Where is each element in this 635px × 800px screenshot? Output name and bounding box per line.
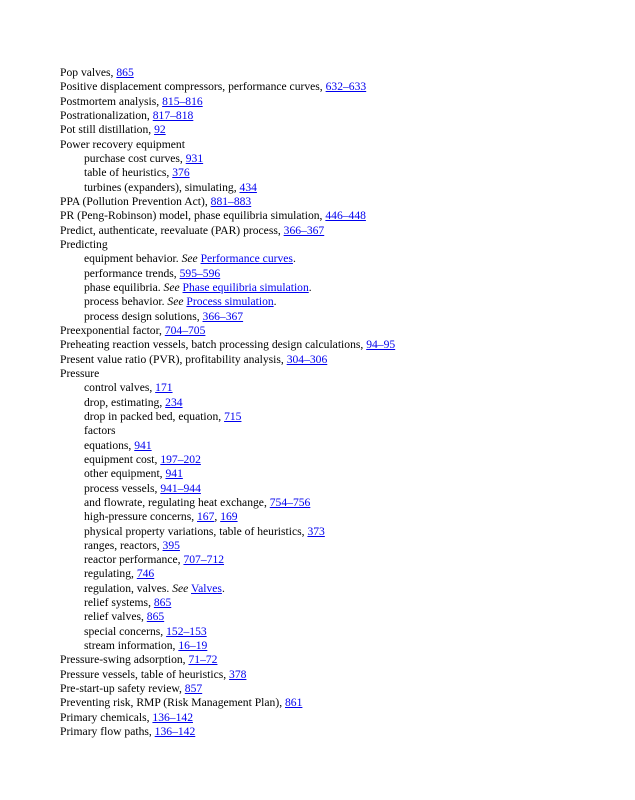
index-subentry — [60, 295, 620, 309]
page-reference-link[interactable]: 865 — [153, 596, 172, 610]
separator-text: . — [308, 280, 312, 294]
index-entry — [60, 66, 620, 80]
page-reference-link[interactable]: 715 — [224, 409, 242, 423]
page-reference-link[interactable]: 94–95 — [366, 338, 396, 352]
index-subentry — [60, 610, 620, 624]
page-reference-link[interactable]: 16–19 — [178, 639, 208, 653]
index-term: purchase cost curves, — [84, 151, 186, 165]
index-term: Power recovery equipment — [60, 137, 185, 151]
index-subentry — [60, 596, 620, 610]
page-reference-link[interactable]: 304–306 — [286, 352, 328, 366]
index-subentry — [60, 510, 620, 524]
page-reference-link[interactable]: 378 — [229, 667, 247, 681]
separator-text: . — [273, 295, 277, 309]
see-label: See — [181, 252, 198, 266]
index-term: Pressure — [60, 366, 100, 380]
index-subentry — [60, 281, 620, 295]
index-term: Preheating reaction vessels, batch processing design calculations, — [60, 338, 367, 352]
page-reference-link[interactable]: 865 — [116, 66, 134, 79]
page-reference-link[interactable]: Valves — [191, 581, 222, 595]
page-reference-link[interactable]: 167 — [197, 510, 215, 524]
page-reference-link[interactable]: 152–153 — [166, 624, 207, 638]
page-reference-link[interactable]: Process simulation — [186, 295, 274, 309]
index-term: Primary flow paths, — [60, 725, 155, 739]
index-entry — [60, 123, 620, 137]
page-reference-link[interactable]: 595–596 — [179, 266, 221, 280]
index-term: Predict, authenticate, reevaluate (PAR) process, — [60, 223, 284, 237]
index-term: Primary chemicals, — [60, 710, 153, 724]
index-term: relief valves, — [84, 610, 147, 624]
index-term: high-pressure concerns, — [84, 510, 197, 524]
index-term: relief systems, — [84, 596, 154, 610]
index-term: regulation, valves. — [84, 581, 173, 595]
page-reference-link[interactable]: 171 — [155, 381, 173, 395]
index-term: drop in packed bed, equation, — [84, 409, 225, 423]
index-term: Pressure vessels, table of heuristics, — [60, 667, 230, 681]
index-subentry — [60, 639, 620, 653]
index-entry — [60, 338, 620, 352]
page-reference-link[interactable]: 746 — [136, 567, 155, 581]
page-reference-link[interactable]: 815–816 — [162, 94, 203, 108]
index-term: special concerns, — [84, 624, 167, 638]
index-term: factors — [84, 424, 116, 438]
page-reference-link[interactable]: 136–142 — [154, 725, 196, 739]
index-term: Positive displacement compressors, performance curves, — [60, 80, 326, 94]
index-term: PPA (Pollution Prevention Act), — [60, 194, 211, 208]
index-subentry — [60, 152, 620, 166]
index-entry — [60, 138, 620, 152]
index-term: process vessels, — [84, 481, 161, 495]
see-label: See — [167, 295, 184, 309]
index-subentry — [60, 482, 620, 496]
index-subentry — [60, 496, 620, 510]
index-subentry — [60, 553, 620, 567]
index-term: phase equilibria. — [84, 280, 164, 294]
index-term: Postmortem analysis, — [60, 94, 163, 108]
index-subentry — [60, 424, 620, 438]
index-term: other equipment, — [84, 467, 166, 481]
page-reference-link[interactable]: 366–367 — [283, 223, 325, 237]
page-reference-link[interactable]: 136–142 — [152, 710, 193, 724]
index-term: equipment cost, — [84, 452, 161, 466]
index-term: performance trends, — [84, 266, 180, 280]
index-subentry — [60, 252, 620, 266]
index-subentry — [60, 625, 620, 639]
page-reference-link[interactable]: 707–712 — [183, 553, 225, 567]
index-term: physical property variations, table of heuristics, — [84, 524, 308, 538]
index-entry — [60, 725, 620, 739]
index-term: stream information, — [84, 639, 179, 653]
index-subentry — [60, 567, 620, 581]
index-entry — [60, 367, 620, 381]
index-entry — [60, 653, 620, 667]
page-reference-link[interactable]: 395 — [162, 538, 180, 552]
index-entry — [60, 668, 620, 682]
index-subentry — [60, 166, 620, 180]
page-reference-link[interactable]: Phase equilibria simulation — [182, 280, 309, 294]
index-subentry — [60, 267, 620, 281]
index-term: Preexponential factor, — [60, 323, 165, 337]
index-term: equations, — [84, 438, 135, 452]
index-entry — [60, 682, 620, 696]
see-label: See — [163, 280, 180, 294]
page-reference-link[interactable]: 376 — [172, 166, 190, 180]
separator-text: . — [292, 252, 296, 266]
index-subentry — [60, 181, 620, 195]
page-reference-link[interactable]: 931 — [185, 151, 204, 165]
page-reference-link[interactable]: 941–944 — [160, 481, 201, 495]
page-reference-link[interactable]: 71–72 — [188, 653, 218, 667]
separator-text: , — [214, 510, 221, 524]
index-subentry — [60, 396, 620, 410]
index-term: Predicting — [60, 237, 108, 251]
page-reference-link[interactable]: 704–705 — [164, 323, 206, 337]
index-entry — [60, 696, 620, 710]
separator-text: . — [221, 581, 225, 595]
page-reference-link[interactable]: Performance curves — [200, 252, 293, 266]
index-term: Pre-start-up safety review, — [60, 682, 185, 696]
page-reference-link[interactable]: 92 — [154, 123, 166, 137]
index-entry — [60, 324, 620, 338]
index-entry — [60, 353, 620, 367]
index-term: control valves, — [84, 381, 156, 395]
index-term: Postrationalization, — [60, 108, 153, 122]
index-subentry — [60, 381, 620, 395]
page-reference-link[interactable]: 632–633 — [325, 80, 367, 94]
page-reference-link[interactable]: 197–202 — [160, 452, 201, 466]
index-entry — [60, 224, 620, 238]
page-reference-link[interactable]: 234 — [165, 395, 183, 409]
index-term: Pressure-swing adsorption, — [60, 653, 189, 667]
index-entry — [60, 238, 620, 252]
index-subentry — [60, 539, 620, 553]
page-reference-link[interactable]: 941 — [165, 467, 183, 481]
page-reference-link[interactable]: 865 — [146, 610, 165, 624]
index-subentry — [60, 439, 620, 453]
page-reference-link[interactable]: 434 — [239, 180, 257, 194]
index-term: ranges, reactors, — [84, 538, 163, 552]
index-term: drop, estimating, — [84, 395, 166, 409]
index-term: turbines (expanders), simulating, — [84, 180, 240, 194]
see-label: See — [172, 581, 189, 595]
page-reference-link[interactable]: 754–756 — [269, 495, 311, 509]
page-reference-link[interactable]: 857 — [184, 682, 203, 696]
index-entry — [60, 80, 620, 94]
index-entry — [60, 95, 620, 109]
index-subentry — [60, 525, 620, 539]
index-term: Pot still distillation, — [60, 123, 155, 137]
page-reference-link[interactable]: 169 — [220, 510, 238, 524]
index-term: process design solutions, — [84, 309, 203, 323]
page-reference-link[interactable]: 366–367 — [202, 309, 244, 323]
index-entry — [60, 711, 620, 725]
page-reference-link[interactable]: 817–818 — [152, 108, 194, 122]
page-reference-link[interactable]: 373 — [307, 524, 325, 538]
index-subentry — [60, 467, 620, 481]
index-entry — [60, 195, 620, 209]
index-term: reactor performance, — [84, 553, 184, 567]
index-term: table of heuristics, — [84, 166, 173, 180]
index-entry — [60, 109, 620, 123]
page-reference-link[interactable]: 446–448 — [325, 209, 366, 223]
index-term: equipment behavior. — [84, 252, 182, 266]
index-term: Present value ratio (PVR), profitability analysis, — [60, 352, 287, 366]
index-term: and flowrate, regulating heat exchange, — [84, 495, 270, 509]
index-subentry — [60, 410, 620, 424]
page-reference-link[interactable]: 861 — [285, 696, 303, 710]
index-subentry — [60, 310, 620, 324]
index-subentry — [60, 582, 620, 596]
page-reference-link[interactable]: 941 — [134, 438, 152, 452]
index-term: Preventing risk, RMP (Risk Management Plan), — [60, 696, 285, 710]
index-entry — [60, 209, 620, 223]
index-subentry — [60, 453, 620, 467]
index-list — [60, 66, 620, 739]
index-term: PR (Peng-Robinson) model, phase equilibria simulation, — [60, 209, 326, 223]
index-term: process behavior. — [84, 295, 168, 309]
index-term: Pop valves, — [60, 66, 117, 79]
page-reference-link[interactable]: 881–883 — [210, 194, 252, 208]
index-term: regulating, — [84, 567, 137, 581]
